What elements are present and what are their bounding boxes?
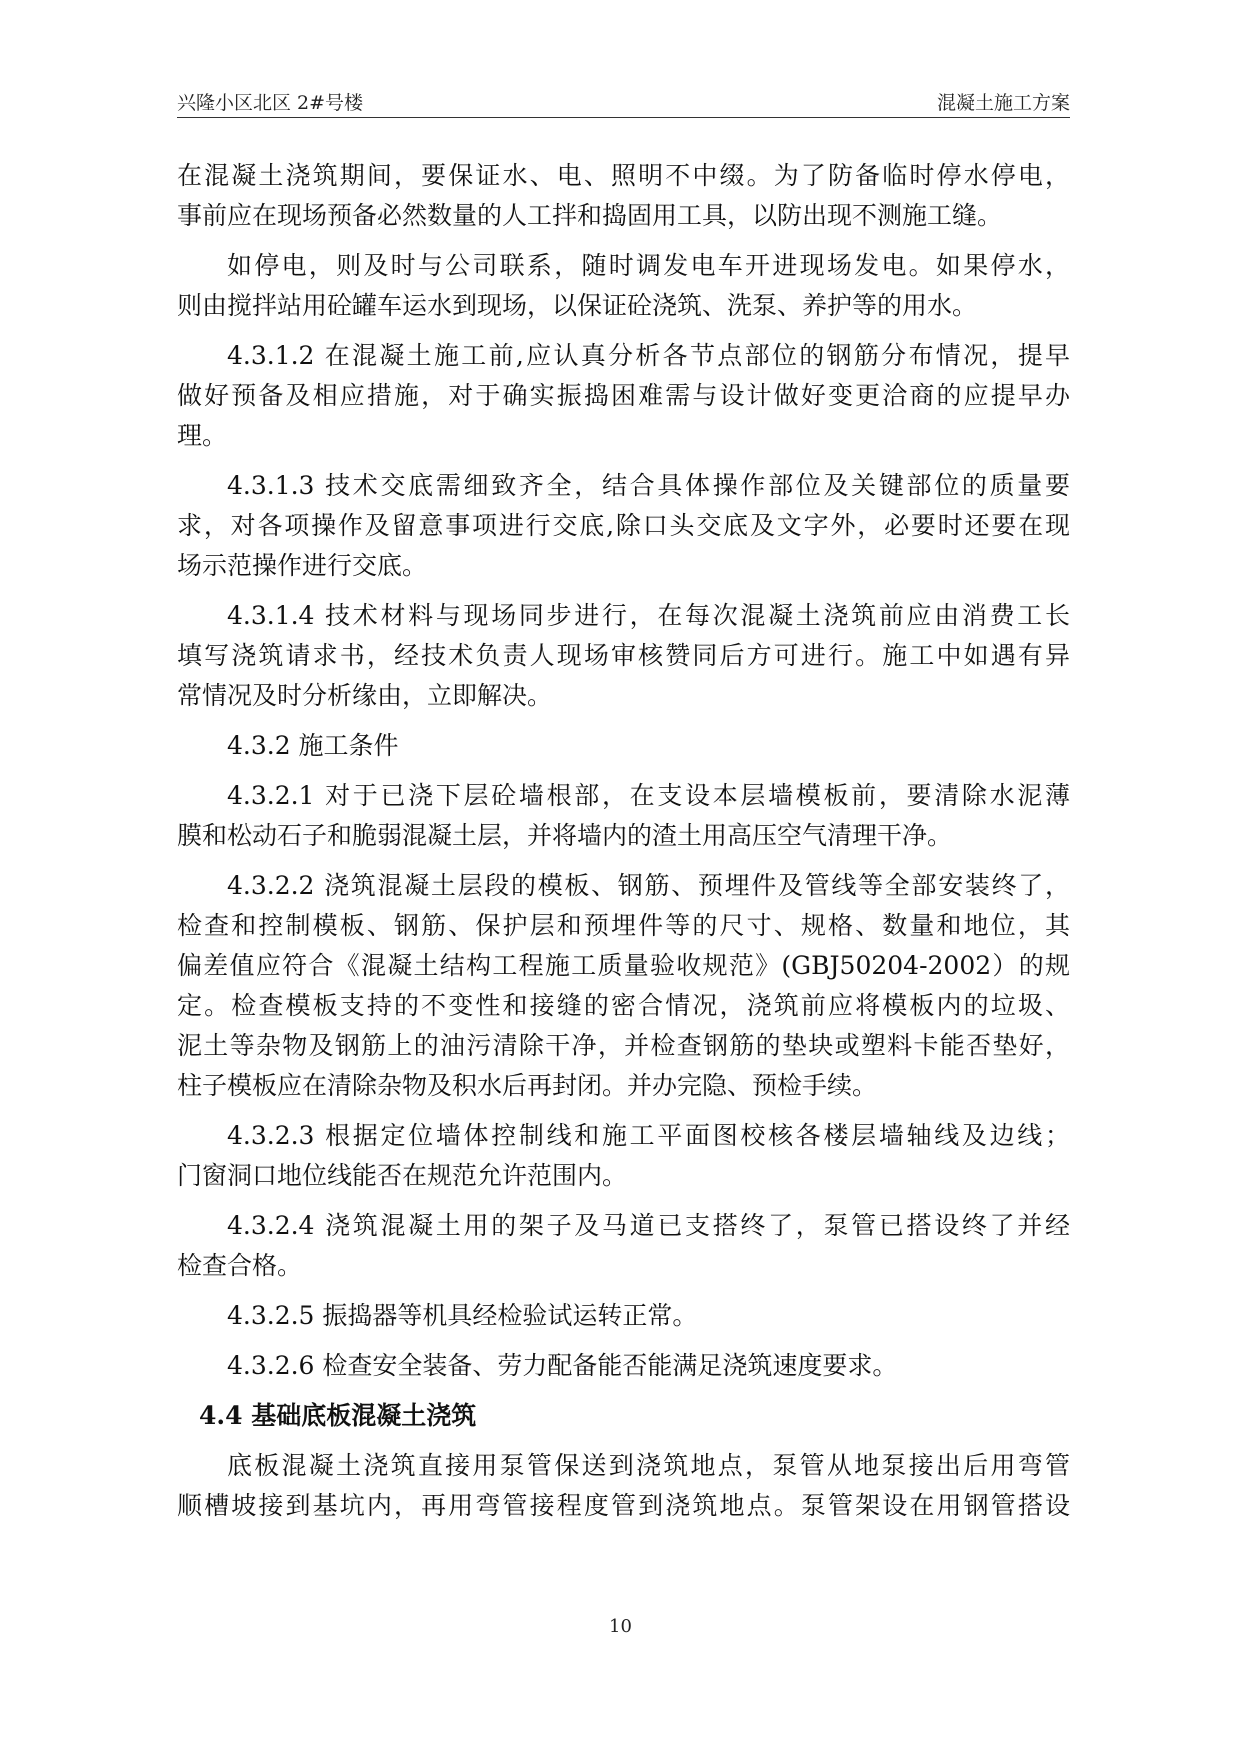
text-line: 底板混凝土浇筑直接用泵管保送到浇筑地点，泵管从地泵接出后用弯管 [227,1451,1070,1480]
paragraph-4-3-2-1 [177,776,1070,856]
paragraph-power-water-outage [177,246,1070,326]
text-line: 泥土等杂物及钢筋上的油污清除干净，并检查钢筋的垫块或塑料卡能否垫好， [177,1031,1070,1060]
text-line: 常情况及时分析缘由，立即解决。 [177,681,553,710]
text-line: 4.3.2.3 根据定位墙体控制线和施工平面图校核各楼层墙轴线及边线； [227,1121,1070,1150]
paragraph-continuation [177,156,1070,236]
text-line: 定。检查模板支持的不变性和接缝的密合情况，浇筑前应将模板内的垃圾、 [177,991,1070,1020]
text-line: 检查和控制模板、钢筋、保护层和预埋件等的尺寸、规格、数量和地位，其 [177,911,1070,940]
text-line: 偏差值应符合《混凝土结构工程施工质量验收规范》(GBJ50204-2002）的规 [177,951,1070,980]
text-line: 4.3.2.2 浇筑混凝土层段的模板、钢筋、预埋件及管线等全部安装终了， [227,871,1070,900]
paragraph-4-3-2-5 [177,1296,1070,1336]
text-line: 则由搅拌站用砼罐车运水到现场，以保证砼浇筑、洗泵、养护等的用水。 [177,291,978,320]
paragraph-4-3-2-4 [177,1206,1070,1286]
text-line: 门窗洞口地位线能否在规范允许范围内。 [177,1161,628,1190]
text-line: 4.3.2.4 浇筑混凝土用的架子及马道已支搭终了，泵管已搭设终了并经 [227,1211,1070,1240]
text-line: 膜和松动石子和脆弱混凝土层，并将墙内的渣土用高压空气清理干净。 [177,821,953,850]
paragraph-base-slab-pouring [177,1446,1070,1526]
text-line: 填写浇筑请求书，经技术负责人现场审核赞同后方可进行。施工中如遇有异 [177,641,1070,670]
text-line: 场示范操作进行交底。 [177,551,428,580]
paragraph-4-3-1-4 [177,596,1070,716]
text-line: 4.3.2.1 对于已浇下层砼墙根部，在支设本层墙模板前，要清除水泥薄 [227,781,1070,810]
document-body [177,156,1070,1526]
text-line: 检查合格。 [177,1251,303,1280]
text-line: 4.3.1.4 技术材料与现场同步进行，在每次混凝土浇筑前应由消费工长 [227,601,1070,630]
text-line: 在混凝土浇筑期间，要保证水、电、照明不中缀。为了防备临时停水停电， [177,161,1070,190]
paragraph-4-3-2-2 [177,866,1070,1106]
paragraph-4-3-1-3 [177,466,1070,586]
text-line: 理。 [177,421,228,450]
text-line: 4.3.2 施工条件 [227,731,399,760]
paragraph-4-3-2-3 [177,1116,1070,1196]
text-line: 求，对各项操作及留意事项进行交底,除口头交底及文字外，必要时还要在现 [177,511,1070,540]
text-line: 如停电，则及时与公司联系，随时调发电车开进现场发电。如果停水， [227,251,1070,280]
header-document-title: 混凝土施工方案 [936,92,1070,114]
section-heading: 4.4 基础底板混凝土浇筑 [199,1401,477,1430]
page-number: 10 [609,1616,632,1637]
paragraph-4-3-2-6 [177,1346,1070,1386]
text-line: 顺槽坡接到基坑内，再用弯管接程度管到浇筑地点。泵管架设在用钢管搭设 [177,1491,1070,1520]
text-line: 柱子模板应在清除杂物及积水后再封闭。并办完隐、预检手续。 [177,1071,878,1100]
header-rule [177,117,1070,118]
text-line: 事前应在现场预备必然数量的人工拌和捣固用工具，以防出现不测施工缝。 [177,201,1003,230]
text-line: 做好预备及相应措施，对于确实振捣困难需与设计做好变更洽商的应提早办 [177,381,1070,410]
text-line: 4.3.2.6 检查安全装备、劳力配备能否能满足浇筑速度要求。 [227,1351,898,1380]
text-line: 4.3.1.3 技术交底需细致齐全，结合具体操作部位及关键部位的质量要 [227,471,1070,500]
page-header [177,88,1070,118]
header-project-name: 兴隆小区北区 2#号楼 [177,92,364,114]
text-line: 4.3.2.5 振捣器等机具经检验试运转正常。 [227,1301,698,1330]
paragraph-4-3-2 [177,726,1070,766]
text-line: 4.3.1.2 在混凝土施工前,应认真分析各节点部位的钢筋分布情况，提早 [227,341,1070,370]
paragraph-4-3-1-2 [177,336,1070,456]
